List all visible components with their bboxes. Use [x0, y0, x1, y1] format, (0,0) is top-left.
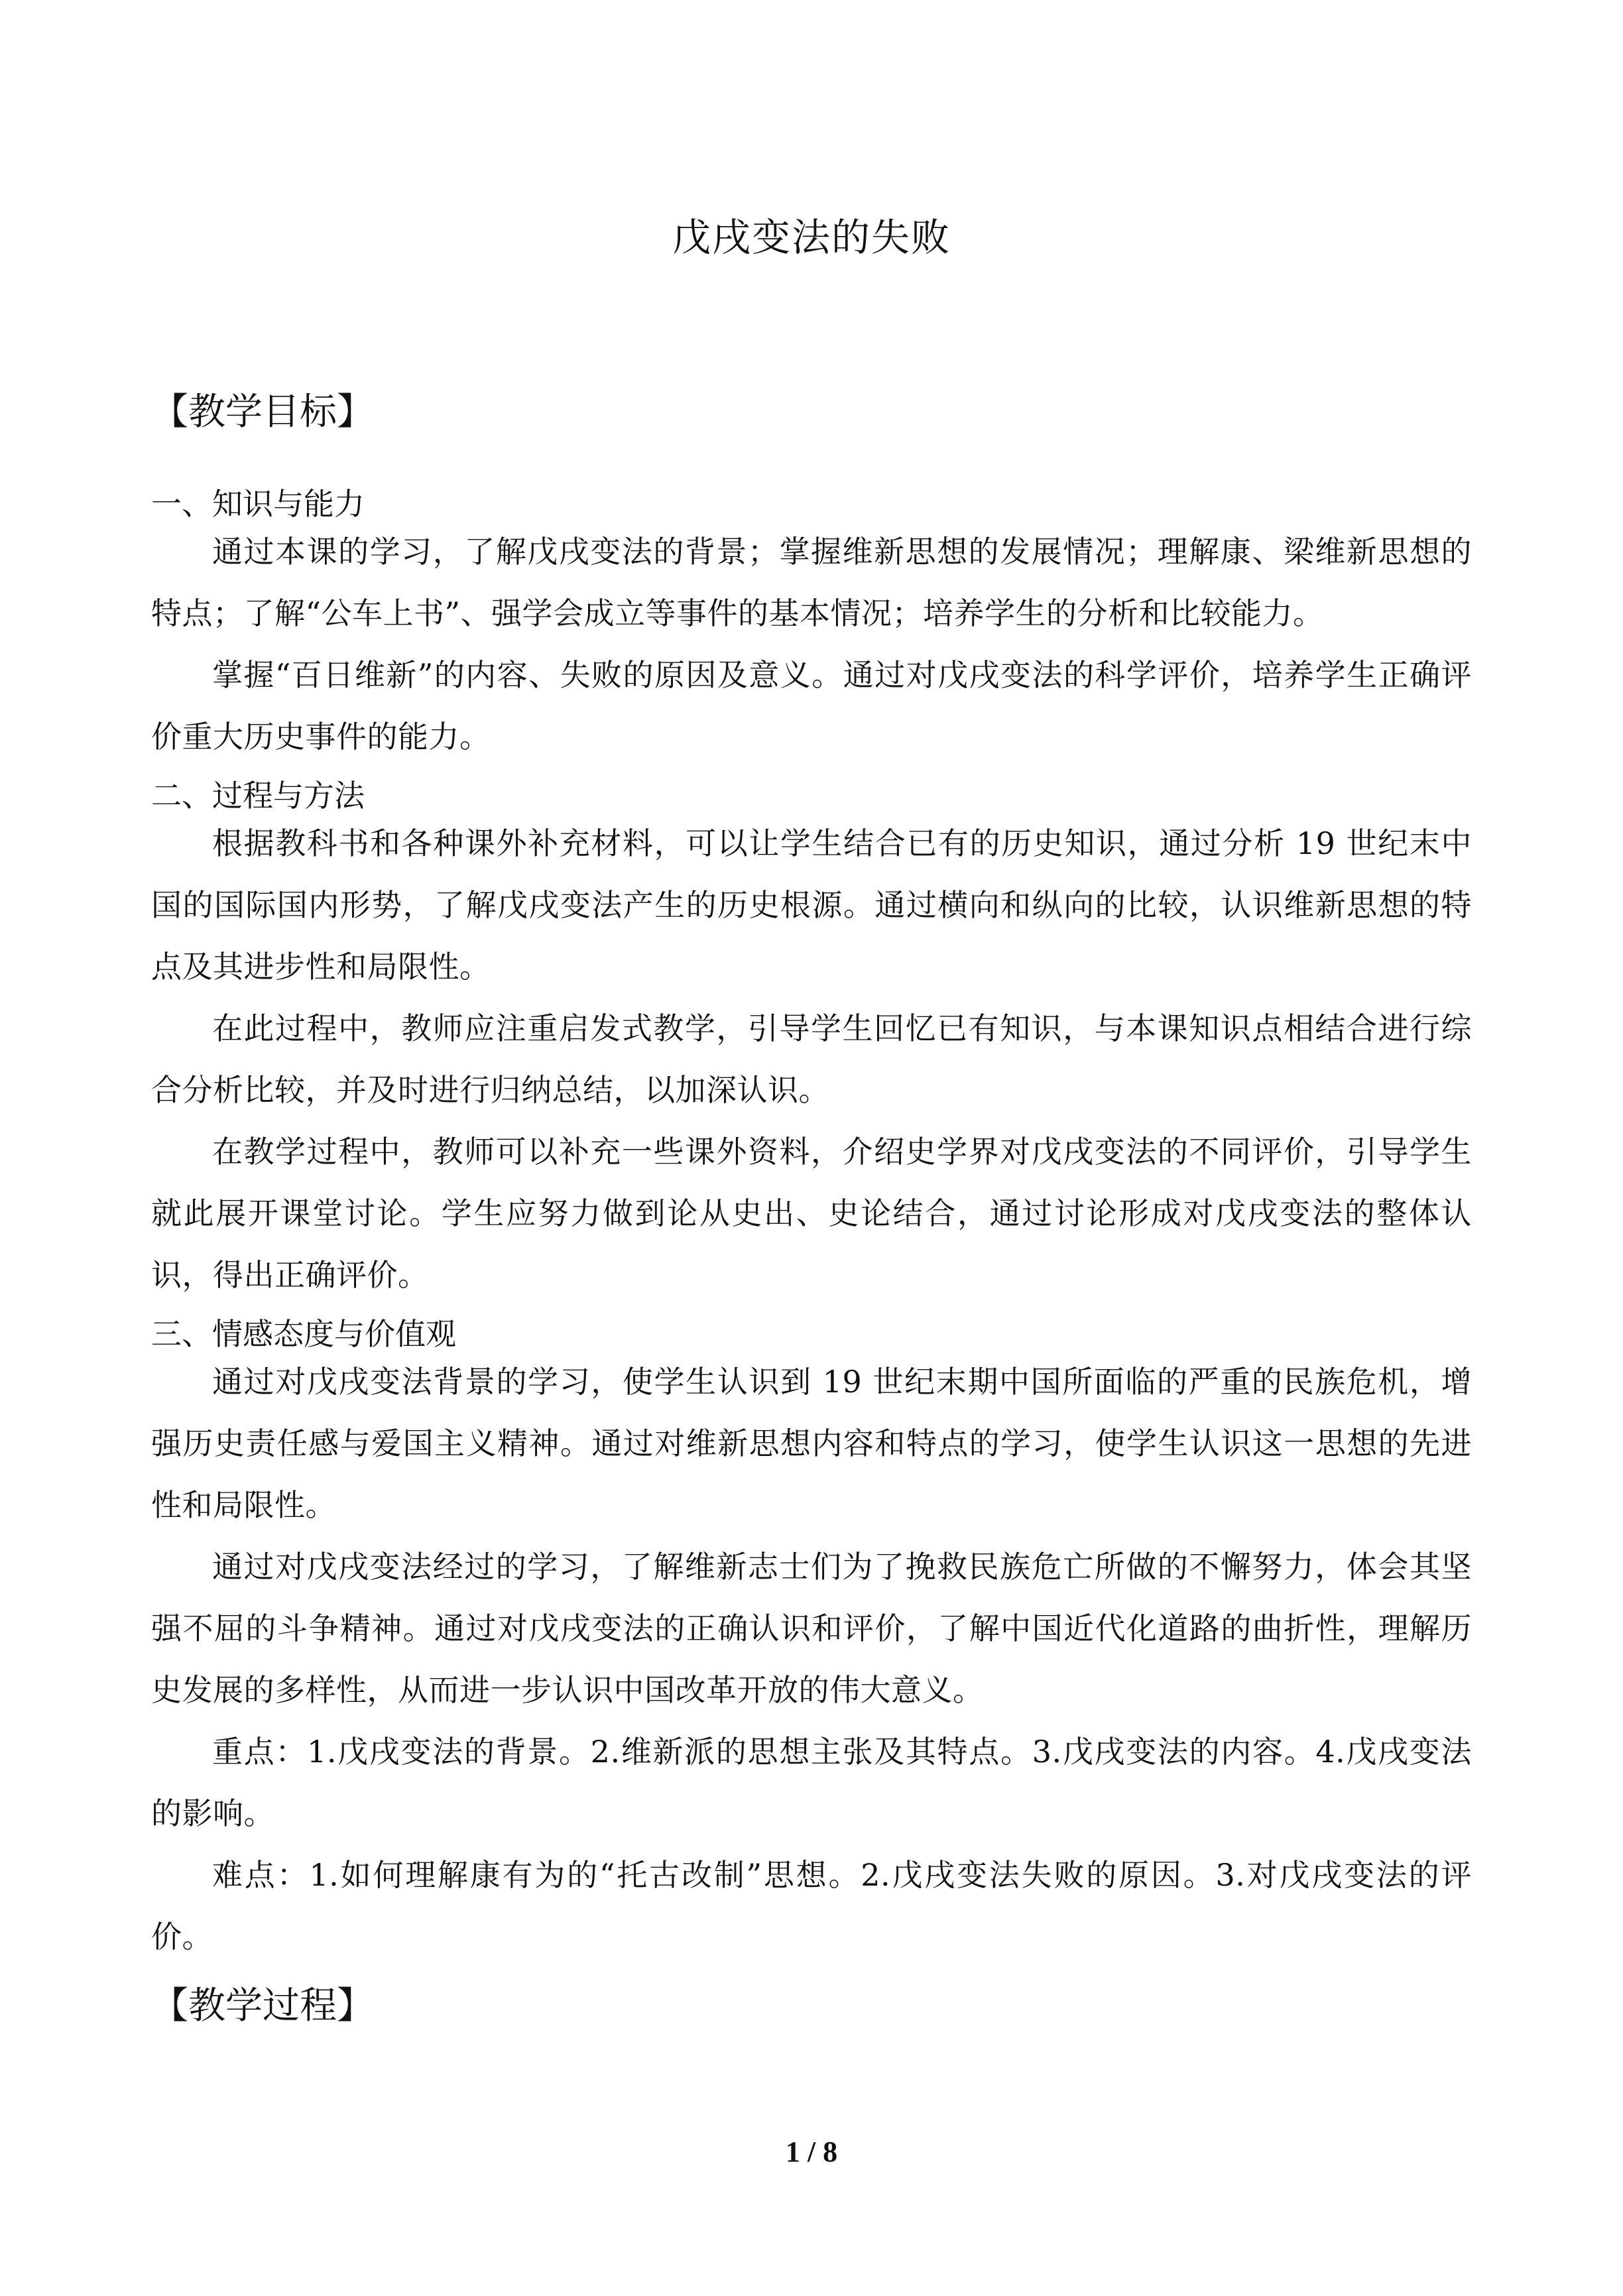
- paragraph-method-1: 根据教科书和各种课外补充材料，可以让学生结合已有的历史知识，通过分析 19 世纪末中国的国际国内形势，了解戊戌变法产生的历史根源。通过横向和纵向的比较，认识维新思想的特点及其进步性和局限性。: [151, 825, 1472, 985]
- paragraph-values-2: 通过对戊戌变法经过的学习，了解维新志士们为了挽救民族危亡所做的不懈努力，体会其坚强不屈的斗争精神。通过对戊戌变法的正确认识和评价，了解中国近代化道路的曲折性，理解历史发展的多样性，从而进一步认识中国改革开放的伟大意义。: [151, 1549, 1472, 1708]
- page-number: 1 / 8: [785, 2136, 838, 2168]
- subheading-knowledge-ability: 一、知识与能力: [151, 486, 365, 522]
- document-title: 戊戌变法的失败: [672, 215, 951, 260]
- paragraph-difficult-points: 难点：1.如何理解康有为的“托古改制”思想。2.戊戌变法失败的原因。3.对戊戌变法的评价。: [151, 1857, 1472, 1955]
- section-heading-objectives: 【教学目标】: [151, 391, 374, 434]
- subheading-values: 三、情感态度与价值观: [151, 1316, 456, 1352]
- paragraph-method-3: 在教学过程中，教师可以补充一些课外资料，介绍史学界对戊戌变法的不同评价，引导学生就此展开课堂讨论。学生应努力做到论从史出、史论结合，通过讨论形成对戊戌变法的整体认识，得出正确评价。: [151, 1134, 1472, 1293]
- paragraph-knowledge-2: 掌握“百日维新”的内容、失败的原因及意义。通过对戊戌变法的科学评价，培养学生正确评价重大历史事件的能力。: [151, 657, 1472, 755]
- paragraph-method-2: 在此过程中，教师应注重启发式教学，引导学生回忆已有知识，与本课知识点相结合进行综合分析比较，并及时进行归纳总结，以加深认识。: [151, 1010, 1472, 1108]
- subheading-process-method: 二、过程与方法: [151, 778, 365, 814]
- paragraph-knowledge-1: 通过本课的学习，了解戊戌变法的背景；掌握维新思想的发展情况；理解康、梁维新思想的特点；了解“公车上书”、强学会成立等事件的基本情况；培养学生的分析和比较能力。: [151, 534, 1472, 631]
- section-heading-teaching-process: 【教学过程】: [151, 1984, 374, 2027]
- paragraph-key-points: 重点：1.戊戌变法的背景。2.维新派的思想主张及其特点。3.戊戌变法的内容。4.戊戌变法的影响。: [151, 1734, 1472, 1831]
- paragraph-values-1: 通过对戊戌变法背景的学习，使学生认识到 19 世纪末期中国所面临的严重的民族危机，增强历史责任感与爱国主义精神。通过对维新思想内容和特点的学习，使学生认识这一思想的先进性和局限性。: [151, 1364, 1472, 1523]
